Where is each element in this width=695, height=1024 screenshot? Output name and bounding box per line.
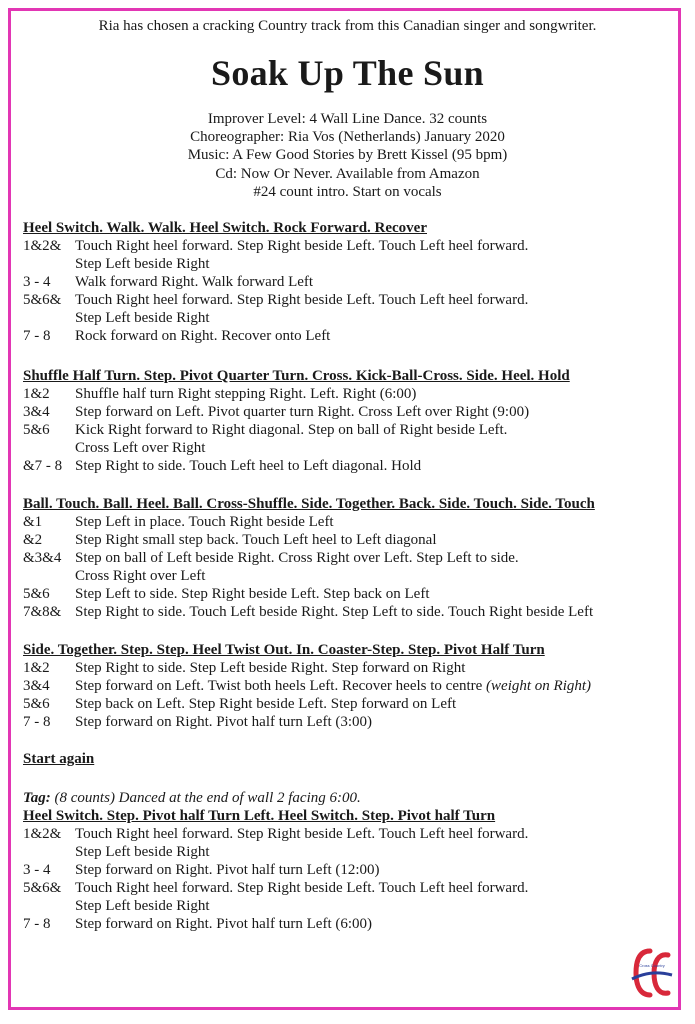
step-line: Walk forward Right. Walk forward Left [75,274,314,290]
step-description [75,457,673,475]
step-line: Cross Right over Left [75,568,206,584]
intro-text: Ria has chosen a cracking Country track from this Canadian singer and songwriter. [98,18,597,34]
section-title: Shuffle Half Turn. Step. Pivot Quarter Turn. Cross. Kick-Ball-Cross. Side. Heel. Hold [23,368,570,384]
tag-note: (8 counts) Danced at the end of wall 2 facing 6:00. [54,790,361,806]
step-row [23,291,673,327]
step-line: Step forward on Right. Pivot half turn Left (12:00) [75,862,380,878]
step-count: 7 - 8 [23,916,51,932]
step-count: 5&6 [23,422,50,438]
section-title: Side. Together. Step. Step. Heel Twist Out. In. Coaster-Step. Step. Pivot Half Turn [23,642,545,658]
step-count: 7 - 8 [23,714,51,730]
section-1 [23,219,673,345]
step-row [23,549,673,585]
step-count: &3&4 [23,550,62,566]
step-count: 3&4 [23,404,50,420]
tag-header [23,789,673,807]
step-description [75,879,673,915]
step-row [23,237,673,273]
country-cc-logo-icon [630,945,674,1001]
step-description [75,531,673,549]
step-count: &7 - 8 [23,458,63,474]
step-line: Step Right to side. Step Left beside Right. Step forward on Right [75,660,466,676]
step-line [75,677,673,695]
start-again: Start again [23,751,95,767]
step-description [75,585,673,603]
step-line: Shuffle half turn Right stepping Right. Left. Right (6:00) [75,386,417,402]
step-line: Step forward on Left. Pivot quarter turn Right. Cross Left over Right (9:00) [75,404,530,420]
step-count: 5&6& [23,880,62,896]
section-title: Heel Switch. Walk. Walk. Heel Switch. Rock Forward. Recover [23,220,427,236]
step-count: &2 [23,532,43,548]
info-choreographer: Choreographer: Ria Vos (Netherlands) January 2020 [190,129,505,146]
step-description [75,713,673,731]
step-line: Cross Left over Right [75,440,206,456]
step-count: 7 - 8 [23,328,51,344]
step-count: 7&8& [23,604,62,620]
step-line: Step back on Left. Step Right beside Left. Step forward on Left [75,696,457,712]
step-row [23,457,673,475]
step-line: Step Right to side. Touch Left heel to Left diagonal. Hold [75,458,422,474]
step-line: Step forward on Right. Pivot half turn Left (3:00) [75,714,373,730]
step-description [75,403,673,421]
step-line: Step Left to side. Step Right beside Left. Step back on Left [75,586,430,602]
step-row [23,421,673,457]
section-3 [23,495,673,621]
step-description [75,659,673,677]
step-description [75,861,673,879]
step-row [23,403,673,421]
step-row [23,695,673,713]
step-row [23,385,673,403]
step-row [23,273,673,291]
step-count: 3 - 4 [23,862,51,878]
step-description [75,385,673,403]
step-line: Touch Right heel forward. Step Right beside Left. Touch Left heel forward. [75,238,529,254]
step-line: Touch Right heel forward. Step Right beside Left. Touch Left heel forward. [75,880,529,896]
step-count: 5&6& [23,292,62,308]
tag-title: Heel Switch. Step. Pivot half Turn Left. Heel Switch. Step. Pivot half Turn [23,808,496,824]
step-count: 1&2 [23,386,50,402]
step-row [23,713,673,731]
logo-text: Cross Country [639,963,665,968]
step-line: Step Right small step back. Touch Left heel to Left diagonal [75,532,437,548]
section-2 [23,367,673,475]
info-intro: #24 count intro. Start on vocals [253,183,442,200]
step-line-text: Step forward on Left. Twist both heels Left. Recover heels to centre [75,678,483,694]
step-description [75,915,673,933]
step-row [23,915,673,933]
step-line: Step on ball of Left beside Right. Cross Right over Left. Step Left to side. [75,550,519,566]
step-count: 1&2& [23,826,62,842]
step-line: Step forward on Right. Pivot half turn Left (6:00) [75,916,373,932]
step-description [75,695,673,713]
step-count: 3&4 [23,678,50,694]
step-row [23,861,673,879]
step-line: Step Left beside Right [75,844,210,860]
section-4 [23,641,673,731]
step-count: 5&6 [23,696,50,712]
step-note: (weight on Right) [486,678,592,694]
step-count: &1 [23,514,43,530]
info-level: Improver Level: 4 Wall Line Dance. 32 counts [207,111,488,127]
step-row [23,677,673,695]
step-row [23,659,673,677]
info-cd: Cd: Now Or Never. Available from Amazon [215,165,480,182]
step-description [75,549,673,585]
step-line: Step Left beside Right [75,256,210,272]
step-count: 5&6 [23,586,50,602]
dance-info [0,110,695,201]
step-description [75,421,673,457]
tag-section [23,789,673,933]
step-row [23,585,673,603]
step-line: Step Left in place. Touch Right beside Left [75,514,334,530]
step-line: Step Left beside Right [75,310,210,326]
step-description [75,327,673,345]
info-music: Music: A Few Good Stories by Brett Kissel (95 bpm) [187,147,508,164]
step-description [75,273,673,291]
step-row [23,513,673,531]
step-description [75,513,673,531]
step-row [23,531,673,549]
step-line: Rock forward on Right. Recover onto Left [75,328,331,344]
step-count: 3 - 4 [23,274,51,290]
step-description [75,291,673,327]
step-row [23,825,673,861]
step-description [75,237,673,273]
step-line: Touch Right heel forward. Step Right beside Left. Touch Left heel forward. [75,292,529,308]
step-row [23,603,673,621]
step-description [75,825,673,861]
dance-title: Soak Up The Sun [211,53,484,93]
step-line: Step Left beside Right [75,898,210,914]
step-row [23,879,673,915]
logo-graphic [630,945,674,1001]
step-row [23,327,673,345]
step-line: Step Right to side. Touch Left beside Right. Step Left to side. Touch Right beside Left [75,604,594,620]
step-description [75,677,673,695]
step-count: 1&2& [23,238,62,254]
step-line: Kick Right forward to Right diagonal. Step on ball of Right beside Left. [75,422,508,438]
step-count: 1&2 [23,660,50,676]
step-line: Touch Right heel forward. Step Right beside Left. Touch Left heel forward. [75,826,529,842]
tag-label: Tag: [23,790,51,806]
step-description [75,603,673,621]
section-title: Ball. Touch. Ball. Heel. Ball. Cross-Shuffle. Side. Together. Back. Side. Touch. Side. Touch [23,496,595,512]
